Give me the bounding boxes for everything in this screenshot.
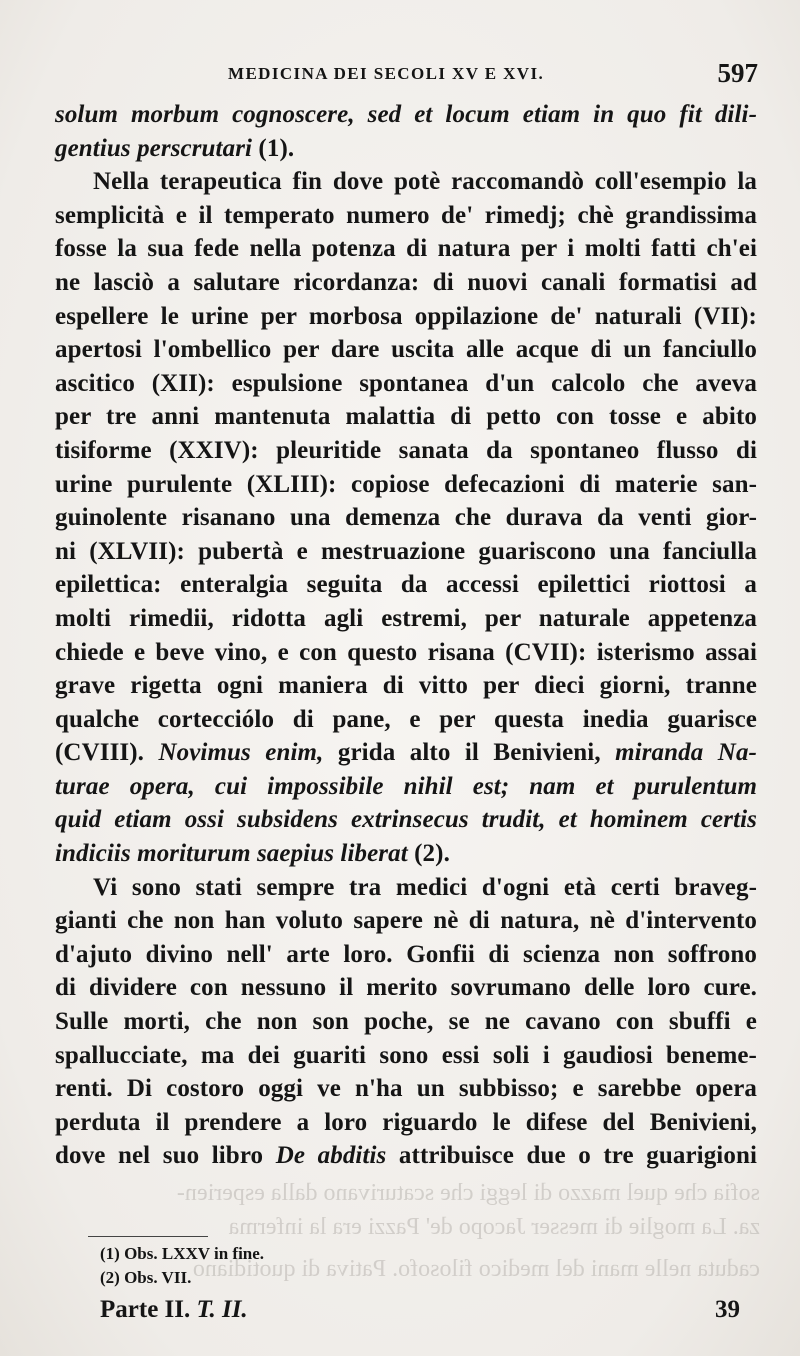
text-run: grave rigetta ogni maniera di vitto per dieci giorni, tranne (55, 672, 757, 700)
text-run: semplicità e il temperato numero de' rimedj; chè grandissima (55, 201, 757, 229)
bleed-through-line: za. La moglie di messer Jacopo de' Pazzi era la inferma (228, 1214, 760, 1240)
text-run: spallucciate, ma dei guariti sono essi soli i gaudiosi beneme- (55, 1041, 757, 1069)
text-run: tisiforme (XXIV): pleuritide sanata da spontaneo flusso di (55, 436, 757, 464)
text-line (55, 266, 757, 300)
italic-text: solum morbum cognoscere, sed et locum etiam in quo fit dili- (55, 101, 757, 128)
part-volume-mark (100, 1296, 248, 1324)
text-run: dove nel suo libro (55, 1142, 276, 1170)
text-run: ne lasciò a salutare ricordanza: di nuovi canali formatisi ad (55, 268, 757, 296)
text-run: molti rimedii, ridotta agli estremi, per naturale appetenza (55, 604, 757, 632)
running-title: MEDICINA DEI SECOLI XV E XVI. (228, 64, 545, 83)
text-run: grida alto il Benivieni, (323, 739, 616, 767)
text-line (55, 98, 757, 132)
text-line (55, 165, 757, 199)
text-run: attribuisce due o tre guarigioni (386, 1142, 758, 1170)
text-line (55, 199, 757, 233)
italic-text: De abditis (275, 1142, 387, 1170)
text-line (55, 904, 757, 938)
text-line (55, 669, 757, 703)
text-line (55, 1106, 757, 1140)
text-line (55, 400, 757, 434)
text-run: (CVIII). (55, 739, 159, 767)
text-line (55, 300, 757, 334)
text-line (55, 232, 757, 266)
italic-text: gentius perscrutari (55, 134, 253, 162)
text-line (55, 871, 757, 905)
text-run: (1). (252, 134, 295, 162)
text-line (55, 837, 757, 871)
footnote-1: (1) Obs. LXXV in fine. (100, 1244, 265, 1263)
text-run: fosse la sua fede nella potenza di natura per i molti fatti ch'ei (55, 235, 757, 263)
body-text (55, 98, 757, 1173)
text-run: Nella terapeutica fin dove potè raccomandò coll'esempio la (93, 168, 757, 196)
text-run: Sulle morti, che non son poche, se ne cavano con sbuffi e (55, 1008, 757, 1036)
text-line (55, 501, 757, 535)
text-line (55, 434, 757, 468)
text-line (55, 736, 757, 770)
text-run: gianti che non han voluto sapere nè di natura, nè d'intervento (55, 907, 757, 935)
text-line (55, 1005, 757, 1039)
text-line (55, 636, 757, 670)
text-line (55, 770, 757, 804)
text-run: di dividere con nessuno il merito sovrumano delle loro cure. (55, 974, 757, 1002)
italic-text: turae opera, cui impossibile nihil est; nam et purulentum (55, 772, 757, 800)
page-footer (100, 1296, 740, 1332)
text-run: ni (XLVII): pubertà e mestruazione guariscono una fanciulla (55, 537, 757, 565)
footnotes (100, 1242, 264, 1290)
text-line (55, 1139, 757, 1173)
signature-mark: 39 (715, 1296, 740, 1323)
volume-label: T. II. (196, 1296, 248, 1323)
text-line (55, 602, 757, 636)
text-run: Vi sono stati sempre tra medici d'ogni età certi braveg- (93, 873, 757, 901)
italic-text: indiciis moriturum saepius liberat (55, 840, 408, 868)
text-run: chiede e beve vino, e con questo risana (CVII): isterismo assai (55, 638, 757, 666)
text-run: per tre anni mantenuta malattia di petto con tosse e abito (55, 403, 757, 431)
text-run: (2). (407, 840, 450, 868)
page-header (58, 58, 758, 92)
text-line (55, 367, 757, 401)
text-run: apertosi l'ombellico per dare uscita alle acque di un fanciullo (55, 336, 757, 364)
text-line (55, 568, 757, 602)
text-line (55, 535, 757, 569)
part-label: Parte II. (100, 1296, 191, 1323)
text-run: renti. Di costoro oggi ve n'ha un subbisso; e sarebbe opera (55, 1075, 757, 1103)
page-number: 597 (717, 58, 758, 88)
italic-text: Novimus enim, (158, 739, 324, 767)
footnote-2: (2) Obs. VII. (100, 1268, 192, 1287)
bleed-through-line: caduta nelle mani del medico filosofo. Pativa di quotidiano (192, 1256, 760, 1282)
text-line (55, 1072, 757, 1106)
text-line (55, 1039, 757, 1073)
text-line (55, 333, 757, 367)
footnote-rule (88, 1236, 208, 1237)
text-run: qualche cortecciólo di pane, e per questa inedia guarisce (55, 705, 757, 733)
text-run: espellere le urine per morbosa oppilazione de' naturali (VII): (55, 302, 757, 330)
text-line (55, 703, 757, 737)
italic-text: quid etiam ossi subsidens extrinsecus trudit, et hominem certis (55, 806, 757, 834)
text-run: perduta il prendere a loro riguardo le difese del Benivieni, (55, 1108, 757, 1136)
text-run: epilettica: enteralgia seguita da accessi epilettici riottosi a (55, 571, 757, 599)
text-line (55, 468, 757, 502)
italic-text: miranda Na- (615, 739, 757, 767)
text-run: ascitico (XII): espulsione spontanea d'un calcolo che aveva (55, 369, 757, 397)
text-line (55, 803, 757, 837)
text-line (55, 938, 757, 972)
text-run: urine purulente (XLIII): copiose defecazioni di materie san- (55, 470, 757, 498)
text-run: guinolente risanano una demenza che durava da venti gior- (55, 504, 757, 532)
text-run: d'ajuto divino nell' arte loro. Gonfii di scienza non soffrono (55, 940, 757, 968)
text-line (55, 971, 757, 1005)
text-line (55, 132, 757, 166)
bleed-through-line: sofia che quel mazzo di leggi che scaturivano dalla esperien- (176, 1180, 760, 1206)
